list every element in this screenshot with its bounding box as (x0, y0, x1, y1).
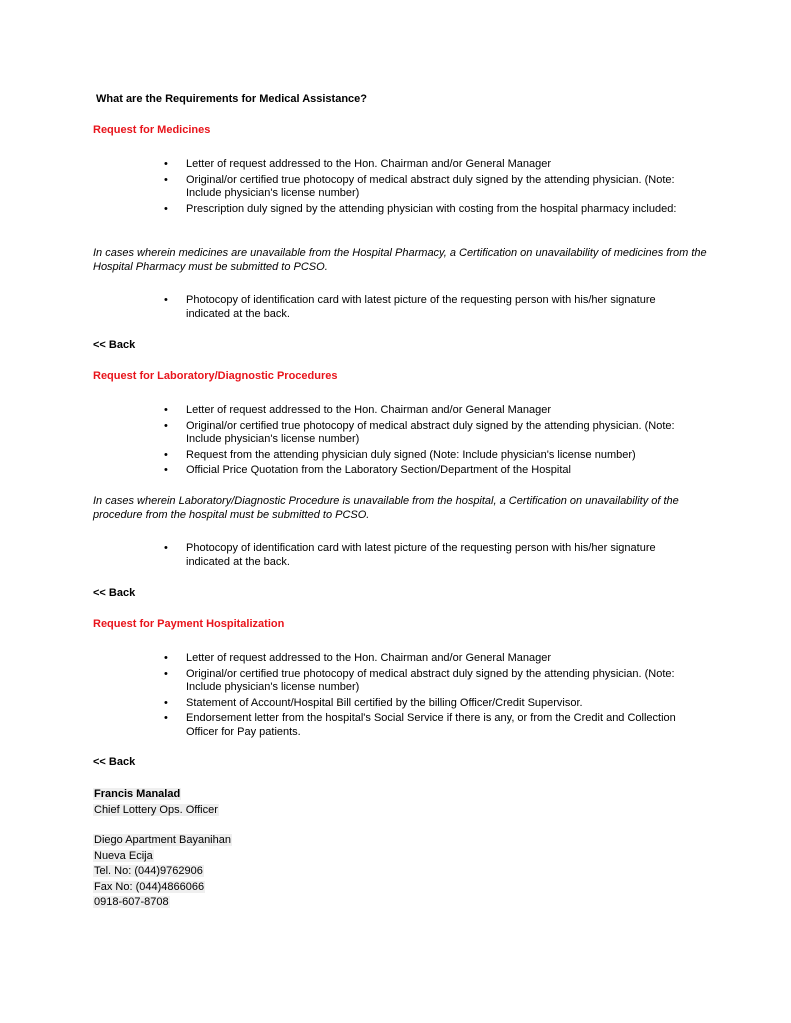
list-item: • Letter of request addressed to the Hon. Chairman and/or General Manager (160, 158, 680, 172)
list-item: • Endorsement letter from the hospital's Social Service if there is any, or from the Credit and Collection Officer for Pay patients. (160, 712, 680, 739)
contact-position: Chief Lottery Ops. Officer (94, 803, 218, 816)
laboratory-requirements-list (160, 404, 680, 480)
laboratory-note: In cases wherein Laboratory/Diagnostic Procedure is unavailable from the hospital, a Certification on unavailability of the procedure from the hospital must be submitted to PCSO. (93, 495, 679, 521)
list-item: • Letter of request addressed to the Hon. Chairman and/or General Manager (160, 404, 680, 418)
list-item: • Letter of request addressed to the Hon. Chairman and/or General Manager (160, 652, 680, 666)
back-link[interactable]: << Back (93, 756, 136, 768)
back-link[interactable]: << Back (93, 587, 136, 599)
contact-mobile: 0918-607-8708 (94, 896, 169, 908)
list-item: • Original/or certified true photocopy of medical abstract duly signed by the attending physician. (Note: Include physician's license number) (160, 668, 680, 695)
contact-telephone: Tel. No: (044)9762906 (94, 865, 203, 877)
list-item: • Request from the attending physician duly signed (Note: Include physician's license number) (160, 449, 680, 463)
laboratory-extra-list (160, 542, 680, 571)
medicines-extra-list (160, 294, 680, 323)
list-item: • Official Price Quotation from the Laboratory Section/Department of the Hospital (160, 464, 680, 478)
section-heading-medicines: Request for Medicines (93, 124, 211, 136)
contact-fax: Fax No: (044)4866066 (94, 880, 205, 893)
page-title: What are the Requirements for Medical Assistance? (96, 93, 367, 105)
list-item: • Photocopy of identification card with latest picture of the requesting person with his/her signature indicated at the back. (160, 294, 680, 321)
list-item: • Original/or certified true photocopy of medical abstract duly signed by the attending physician. (Note: Include physician's license number) (160, 420, 680, 447)
hospitalization-requirements-list (160, 652, 680, 741)
medicines-requirements-list (160, 158, 680, 218)
back-link[interactable]: << Back (93, 339, 136, 351)
list-item: • Prescription duly signed by the attending physician with costing from the hospital pharmacy included: (160, 203, 680, 217)
list-item: • Original/or certified true photocopy of medical abstract duly signed by the attending physician. (Note: Include physician's license number) (160, 174, 680, 201)
section-heading-laboratory: Request for Laboratory/Diagnostic Procedures (93, 370, 338, 382)
contact-name: Francis Manalad (94, 788, 181, 800)
contact-address-line-2: Nueva Ecija (94, 849, 153, 862)
section-heading-hospitalization: Request for Payment Hospitalization (93, 618, 285, 630)
contact-address-line-1: Diego Apartment Bayanihan (94, 834, 231, 846)
medicines-note: In cases wherein medicines are unavailable from the Hospital Pharmacy, a Certification on unavailability of medicines from the Hospital Pharmacy must be submitted to PCSO. (93, 247, 707, 273)
contact-block (93, 787, 232, 911)
list-item: • Statement of Account/Hospital Bill certified by the billing Officer/Credit Supervisor. (160, 697, 680, 711)
list-item: • Photocopy of identification card with latest picture of the requesting person with his/her signature indicated at the back. (160, 542, 680, 569)
